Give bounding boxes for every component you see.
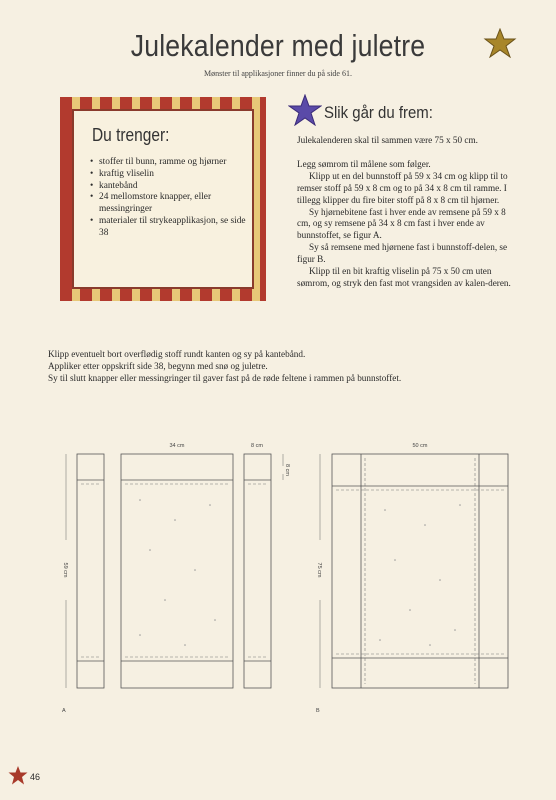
label-50cm: 50 cm: [412, 443, 428, 449]
steps-heading: Slik går du frem:: [324, 103, 433, 122]
step-paragraph: Sy til slutt knapper eller messingringer til gaver fast på de røde feltene i rammen på bunnstoffet.: [48, 372, 402, 383]
label-8cm-vertical: 8 cm: [284, 464, 290, 476]
list-item: • 24 mellomstore knapper, eller messingringer: [90, 192, 255, 216]
list-item: • stoffer til bunn, ramme og hjørner: [90, 157, 255, 169]
diagram-strip-right: [244, 454, 271, 688]
page-subtitle: Mønster til applikasjoner finner du på side 61.: [204, 69, 352, 78]
pattern-diagram: [0, 430, 556, 720]
label-34cm: 34 cm: [169, 443, 185, 449]
label-8cm: 8 cm: [251, 443, 263, 449]
full-width-text: [48, 349, 518, 385]
list-item: • materialer til strykeapplikasjon, se side 38: [90, 216, 255, 240]
step-paragraph: Klipp ut en del bunnstoff på 59 x 34 cm og klipp til to remser stoff på 59 x 8 cm og to på 34 x 8 cm til ramme. I tillegg klipper du fire biter stoff på 8 x 8 cm til hjørner.: [297, 170, 508, 205]
steps-text: [297, 135, 511, 290]
step-paragraph: Sy så remsene med hjørnene fast i bunnstoff-delen, se figur B.: [297, 242, 508, 265]
step-paragraph: Legg sømrom til målene som følger.: [297, 158, 431, 169]
star-icon: [8, 766, 28, 785]
star-icon: [483, 28, 517, 58]
materials-box: [60, 97, 266, 301]
page-number: 46: [30, 772, 41, 782]
diagram-center-panel: [121, 454, 233, 688]
step-paragraph: Klipp eventuelt bort overflødig stoff rundt kanten og sy på kantebånd.: [48, 349, 306, 359]
diagram-strip-left: [77, 454, 104, 688]
materials-heading: Du trenger:: [92, 125, 170, 145]
figure-b-label: B: [316, 708, 320, 714]
label-75cm: 75 cm: [316, 562, 322, 578]
figure-a-label: A: [62, 708, 66, 714]
list-item: • kantebånd: [90, 181, 255, 193]
star-icon: [288, 94, 322, 126]
label-59cm: 59 cm: [62, 562, 68, 578]
step-paragraph: Klipp til en bit kraftig vliselin på 75 x 50 cm uten sømrom, og stryk den fast mot vrangsiden av kalen-deren.: [297, 266, 511, 288]
step-paragraph: Appliker etter oppskrift side 38, begynn med snø og juletre.: [48, 360, 268, 371]
page-title: Julekalender med juletre: [130, 28, 426, 63]
steps-intro: Julekalenderen skal til sammen være 75 x 50 cm.: [297, 135, 478, 145]
step-paragraph: Sy hjørnebitene fast i hver ende av remsene på 59 x 8 cm, og sy remsene på 34 x 8 cm fast i hver ende av bunnstoffet, se figur A.: [297, 206, 506, 241]
diagram-figure-b: [332, 454, 508, 688]
materials-list: [90, 157, 255, 240]
list-item: • kraftig vliselin: [90, 169, 255, 181]
